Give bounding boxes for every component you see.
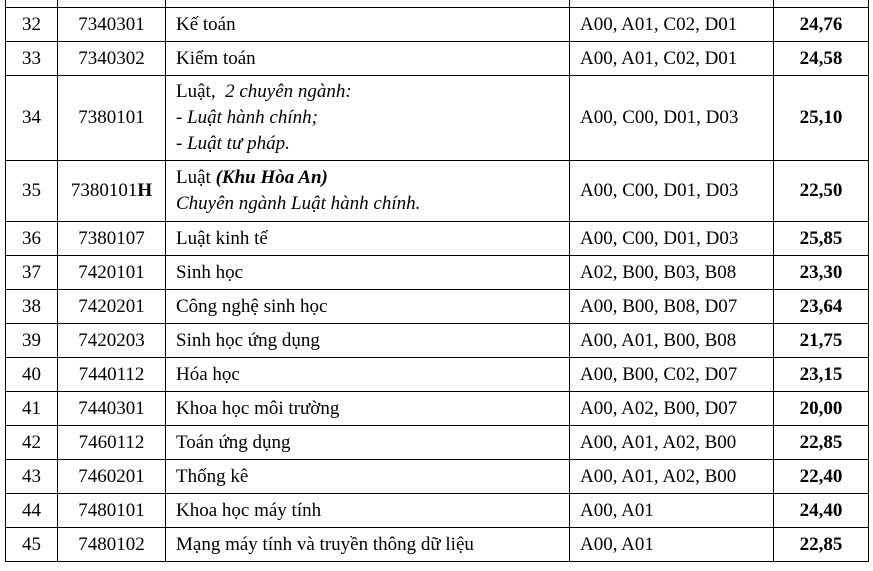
cutoff-score: 24,40 (774, 494, 869, 528)
subject-combinations: A02, B00, B03, B08 (570, 256, 774, 290)
cutoff-score: 22,85 (774, 528, 869, 562)
specialization-item: - Luật hành chính; (176, 107, 318, 128)
row-number: 42 (6, 426, 58, 460)
major-name: Khoa học máy tính (166, 494, 570, 528)
major-name: Khoa học môi trường (166, 392, 570, 426)
major-code: 7440301 (58, 392, 166, 426)
subject-combinations: A00, A01, C02, D01 (570, 42, 774, 76)
major-name: Sinh học (166, 256, 570, 290)
cutoff-score: 23,64 (774, 290, 869, 324)
major-code: 7420101 (58, 256, 166, 290)
cutoff-score: 22,85 (774, 426, 869, 460)
major-code: 7340302 (58, 42, 166, 76)
cutoff-score: 22,50 (774, 161, 869, 222)
row-number: 34 (6, 76, 58, 161)
cutoff-score: 20,00 (774, 392, 869, 426)
major-code: 7440112 (58, 358, 166, 392)
row-number: 40 (6, 358, 58, 392)
cutoff-score: 24,76 (774, 8, 869, 42)
major-code: 7480102 (58, 528, 166, 562)
cutoff-score: 25,85 (774, 222, 869, 256)
table-row (6, 8, 869, 42)
row-number: 36 (6, 222, 58, 256)
row-number: 44 (6, 494, 58, 528)
cutoff-score: 22,40 (774, 460, 869, 494)
table-row (6, 42, 869, 76)
row-number: 41 (6, 392, 58, 426)
subject-combinations: A00, B00, C02, D07 (570, 358, 774, 392)
row-number: 33 (6, 42, 58, 76)
specialization-note: Chuyên ngành Luật hành chính. (176, 193, 421, 214)
cutoff-score: 25,10 (774, 76, 869, 161)
major-name (166, 161, 570, 222)
subject-combinations: A00, A01, A02, B00 (570, 426, 774, 460)
major-name (166, 76, 570, 161)
row-number: 37 (6, 256, 58, 290)
admission-score-table (5, 0, 869, 562)
major-code: 7380101 (58, 76, 166, 161)
row-number: 39 (6, 324, 58, 358)
table-row (6, 494, 869, 528)
table-row (6, 161, 869, 222)
row-number: 35 (6, 161, 58, 222)
subject-combinations: A00, A01, C02, D01 (570, 8, 774, 42)
major-code: 7340301 (58, 8, 166, 42)
specialization-item: - Luật tư pháp. (176, 133, 290, 154)
table-row (6, 76, 869, 161)
major-code: 7480101 (58, 494, 166, 528)
row-number: 38 (6, 290, 58, 324)
cutoff-score: 23,30 (774, 256, 869, 290)
major-code: 7380107 (58, 222, 166, 256)
major-name: Luật kinh tế (166, 222, 570, 256)
major-code: 7460201 (58, 460, 166, 494)
table-row (6, 324, 869, 358)
major-name: Toán ứng dụng (166, 426, 570, 460)
table-row (6, 392, 869, 426)
table-row (6, 358, 869, 392)
row-number: 43 (6, 460, 58, 494)
subject-combinations: A00, B00, B08, D07 (570, 290, 774, 324)
table-row (6, 528, 869, 562)
table-row (6, 290, 869, 324)
cut-off-row (6, 0, 869, 8)
row-number: 32 (6, 8, 58, 42)
subject-combinations: A00, A01 (570, 528, 774, 562)
major-code: 7380101H (58, 161, 166, 222)
subject-combinations: A00, C00, D01, D03 (570, 76, 774, 161)
major-name: Sinh học ứng dụng (166, 324, 570, 358)
table-row (6, 460, 869, 494)
subject-combinations: A00, C00, D01, D03 (570, 222, 774, 256)
table-row (6, 256, 869, 290)
major-name-line: Luật (Khu Hòa An) (176, 167, 328, 188)
major-code: 7420201 (58, 290, 166, 324)
major-name: Mạng máy tính và truyền thông dữ liệu (166, 528, 570, 562)
major-name: Hóa học (166, 358, 570, 392)
row-number: 45 (6, 528, 58, 562)
major-name: Kế toán (166, 8, 570, 42)
subject-combinations: A00, A01, B00, B08 (570, 324, 774, 358)
cutoff-score: 24,58 (774, 42, 869, 76)
major-name: Thống kê (166, 460, 570, 494)
cutoff-score: 21,75 (774, 324, 869, 358)
subject-combinations: A00, A02, B00, D07 (570, 392, 774, 426)
subject-combinations: A00, C00, D01, D03 (570, 161, 774, 222)
table-row (6, 222, 869, 256)
major-name-line: Luật, 2 chuyên ngành: (176, 81, 352, 102)
major-code: 7420203 (58, 324, 166, 358)
major-name: Kiểm toán (166, 42, 570, 76)
subject-combinations: A00, A01 (570, 494, 774, 528)
major-code: 7460112 (58, 426, 166, 460)
subject-combinations: A00, A01, A02, B00 (570, 460, 774, 494)
cutoff-score: 23,15 (774, 358, 869, 392)
table-row (6, 426, 869, 460)
major-name: Công nghệ sinh học (166, 290, 570, 324)
